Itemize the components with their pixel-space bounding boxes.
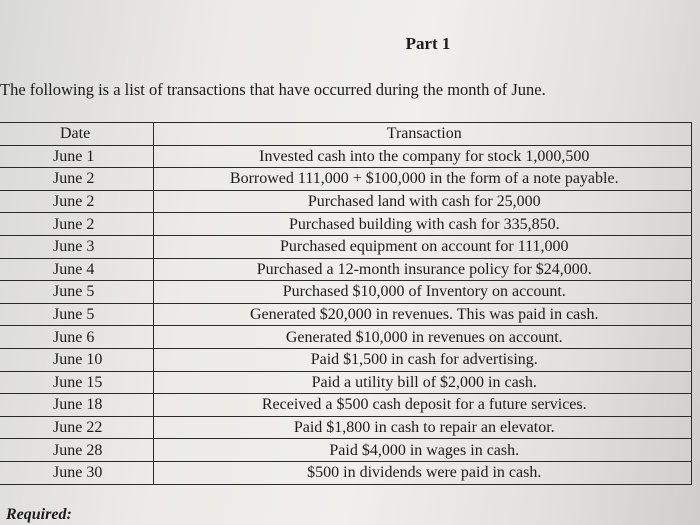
row-date: June 2 <box>0 190 153 213</box>
row-transaction: Paid $4,000 in wages in cash. <box>153 439 692 462</box>
table-row <box>0 190 692 213</box>
row-transaction: Paid $1,800 in cash to repair an elevator. <box>153 416 692 439</box>
row-date: June 6 <box>0 326 153 349</box>
row-date: June 18 <box>0 394 153 417</box>
row-transaction: Purchased a 12-month insurance policy for $24,000. <box>153 258 692 281</box>
intro-text: The following is a list of transactions that have occurred during the month of June. <box>0 80 546 99</box>
table-row <box>0 213 692 236</box>
table-row <box>0 235 692 258</box>
row-transaction: Purchased $10,000 of Inventory on account. <box>153 281 692 304</box>
table-row <box>0 461 692 484</box>
table-row <box>0 416 692 439</box>
required-heading: Required: <box>6 506 72 523</box>
row-transaction: Paid a utility bill of $2,000 in cash. <box>153 371 692 394</box>
date-column-header: Date <box>0 123 153 146</box>
row-date: June 4 <box>0 258 153 281</box>
row-date: June 30 <box>0 461 153 484</box>
row-transaction: Generated $20,000 in revenues. This was paid in cash. <box>153 303 692 326</box>
row-transaction: Received a $500 cash deposit for a future services. <box>153 394 692 417</box>
row-date: June 15 <box>0 371 153 394</box>
row-transaction: Purchased land with cash for 25,000 <box>153 190 692 213</box>
transactions-table <box>0 122 692 485</box>
table-row <box>0 168 692 191</box>
row-date: June 3 <box>0 235 153 258</box>
row-transaction: Invested cash into the company for stock 1,000,500 <box>153 145 692 168</box>
row-transaction: Paid $1,500 in cash for advertising. <box>153 348 692 371</box>
table-row <box>0 371 692 394</box>
row-date: June 5 <box>0 303 153 326</box>
row-transaction: Borrowed 111,000 + $100,000 in the form of a note payable. <box>153 168 692 191</box>
table-row <box>0 145 692 168</box>
table-row <box>0 326 692 349</box>
table-row <box>0 258 692 281</box>
row-date: June 5 <box>0 281 153 304</box>
table-row <box>0 281 692 304</box>
table-row <box>0 439 692 462</box>
row-date: June 28 <box>0 439 153 462</box>
row-transaction: Purchased equipment on account for 111,000 <box>153 235 692 258</box>
row-transaction: Purchased building with cash for 335,850. <box>153 213 692 236</box>
row-date: June 10 <box>0 348 153 371</box>
row-date: June 22 <box>0 416 153 439</box>
table-row <box>0 394 692 417</box>
row-transaction: Generated $10,000 in revenues on account. <box>153 326 692 349</box>
row-transaction: $500 in dividends were paid in cash. <box>153 461 692 484</box>
row-date: June 1 <box>0 145 153 168</box>
row-date: June 2 <box>0 168 153 191</box>
table-row <box>0 303 692 326</box>
transactions-body <box>0 145 692 484</box>
page-title: Part 1 <box>405 34 451 53</box>
table-row <box>0 348 692 371</box>
transaction-column-header: Transaction <box>153 123 692 146</box>
row-date: June 2 <box>0 213 153 236</box>
table-header-row <box>0 123 692 146</box>
